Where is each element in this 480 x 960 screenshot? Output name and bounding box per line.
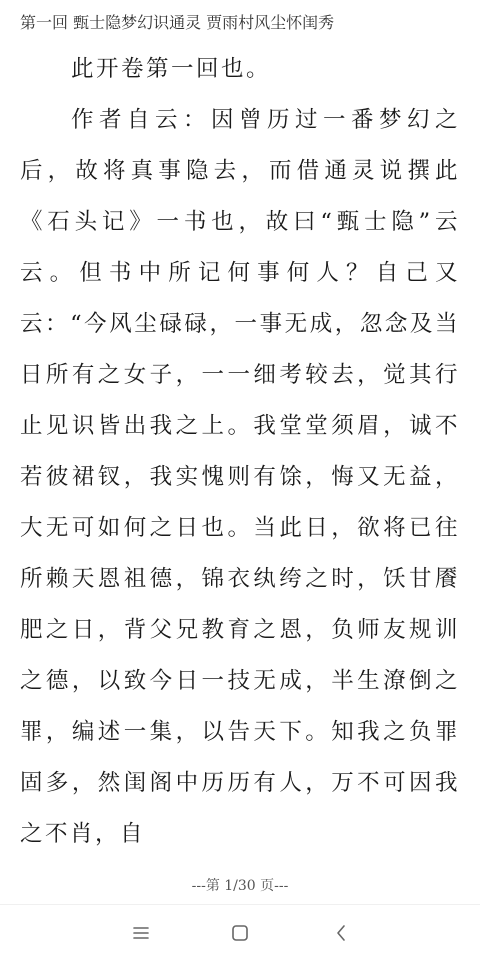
paragraph: 作者自云：因曾历过一番梦幻之后，故将真事隐去，而借通灵说撰此《石头记》一书也，故曰“甄士隐”云云。但书中所记何事何人？自己又云：“今风尘碌碌，一事无成，忽念及当日所有之女子，一一细考较去，觉其行止见识皆出我之上。我堂堂须眉，诚不若彼裙钗，我实愧则有馀，悔又无益，大无可如何之日也。当此日，欲将已往所赖天恩祖德，锦衣纨绔之时，饫甘餍肥之日，背父兄教育之恩，负师友规训之德，以致今日一技无成，半生潦倒之罪，编述一集，以告天下。知我之负罪固多，然闺阁中历历有人，万不可因我之不肖，自 xyxy=(20,107,460,847)
menu-button[interactable] xyxy=(121,915,161,951)
paragraph: 此开卷第一回也。 xyxy=(71,56,272,82)
chapter-title: 第一回 甄士隐梦幻识通灵 贾雨村风尘怀闺秀 xyxy=(20,13,335,32)
system-navigation-bar xyxy=(0,904,480,960)
back-icon xyxy=(334,924,348,942)
home-button[interactable] xyxy=(220,915,260,951)
menu-icon xyxy=(132,926,150,940)
chapter-content xyxy=(20,44,460,860)
home-icon xyxy=(231,924,249,942)
back-button[interactable] xyxy=(321,915,361,951)
page-indicator: ---第 1/30 页--- xyxy=(191,878,289,894)
